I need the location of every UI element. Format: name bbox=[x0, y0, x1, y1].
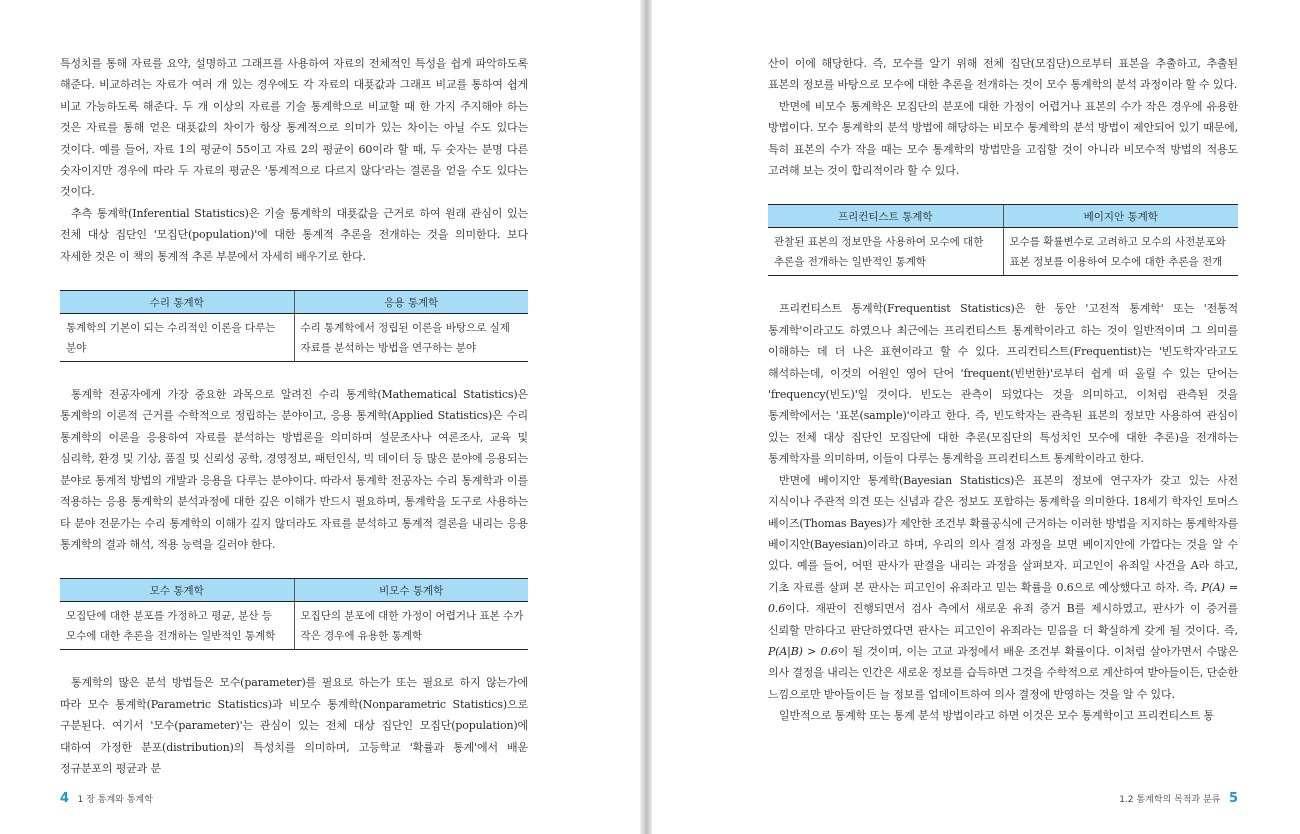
paragraph: 특성치를 통해 자료를 요약, 설명하고 그래프를 사용하여 자료의 전체적인 특성을 쉽게 파악하도록 해준다. 비교하려는 자료가 여러 개 있는 경우에도 각 자료의 대푯값과 그래프 비교를 통하여 쉽게 비교 가능하도록 해준다. 두 개 이상의 자료를 기술 통계학으로 비교할 때 한 가지 주지해야 하는 것은 자료를 통해 얻은 대푯값의 차이가 항상 통계적으로 의미가 있는 차이는 아닐 수도 있다는 것이다. 예를 들어, 자료 1의 평균이 55이고 자료 2의 평균이 60이라 할 때, 두 숫자는 분명 다른 숫자이지만 경우에 따라 두 자료의 평균은 '통계적으로 다르지 않다'라는 결론을 얻을 수도 있다는 것이다. bbox=[60, 57, 528, 199]
right-page bbox=[652, 0, 1300, 834]
paragraph: 산이 이에 해당한다. 즉, 모수를 알기 위해 전체 집단(모집단)으로부터 표본을 추출하고, 추출된 표본의 정보를 바탕으로 모수에 대한 추론을 전개하는 것이 모수 통계학의 분석 과정이라 할 수 있다. bbox=[768, 57, 1238, 92]
paragraph: 프리컨티스트 통계학(Frequentist Statistics)은 한 동안 '고전적 통계학' 또는 '전통적 통계학'이라고도 하였으나 최근에는 프리컨티스트 통계학이라고 하는 것이 일반적이며 그 의미를 이해하는 데 더 나은 표현이라고 할 수 있다. 프리컨티스트(Frequentist)는 '빈도학자'라고도 해석하는데, 이것의 어원인 영어 단어 'frequent(빈번한)'로부터 쉽게 떠 올릴 수 있는 단어는 'frequency(빈도)'일 것이다. 빈도는 관측이 되었다는 것을 의미하고, 이처럼 관측된 것을 통계학에서는 '표본(sample)'이라고 한다. 즉, 빈도학자는 관측된 표본의 정보만 사용하여 관심이 있는 전체 대상 집단인 모집단에 대한 추론(모집단의 특성치인 모수에 대한 추론)을 전개하는 통계학자를 의미하며, 이들이 다루는 통계학을 프리컨티스트 통계학이라고 한다. bbox=[768, 302, 1238, 466]
paragraph: 일반적으로 통계학 또는 통계 분석 방법이라고 하면 이것은 모수 통계학이고 프리컨티스트 통 bbox=[779, 709, 1214, 723]
table-header: 모수 통계학 bbox=[60, 579, 294, 602]
table-cell: 통계학의 기본이 되는 수리적인 이론을 다루는 분야 bbox=[60, 314, 294, 362]
table-header: 베이지안 통계학 bbox=[1003, 205, 1238, 228]
math-expression: P(A|B) > 0.6 bbox=[768, 644, 838, 658]
table-cell: 모집단에 대한 분포를 가정하고 평균, 분산 등 모수에 대한 추론을 전개하는 일반적인 통계학 bbox=[60, 602, 294, 650]
page-number: 5 bbox=[1228, 791, 1238, 806]
paragraph: 반면에 비모수 통계학은 모집단의 분포에 대한 가정이 어렵거나 표본의 수가 작은 경우에 유용한 방법이다. 모수 통계학의 분석 방법에 해당하는 비모수 통계학의 분석 방법이 제안되어 있기 때문에, 특히 표본의 수가 작을 때는 모수 통계학의 방법만을 고집할 것이 아니라 비모수적 방법의 적용도 고려해 보는 것이 합리적이라 할 수 있다. bbox=[768, 99, 1238, 178]
section-label: 1.2 통계학의 목적과 분류 bbox=[1119, 795, 1221, 805]
paragraph-bayesian bbox=[768, 470, 1238, 705]
table-cell: 모집단의 분포에 대한 가정이 어렵거나 표본 수가 작은 경우에 유용한 통계학 bbox=[294, 602, 528, 650]
table-header: 프리컨티스트 통계학 bbox=[768, 205, 1003, 228]
comparison-table-math-applied bbox=[60, 290, 528, 362]
table-cell: 관찰된 표본의 정보만을 사용하여 모수에 대한 추론을 전개하는 일반적인 통계학 bbox=[768, 228, 1003, 276]
left-text-column bbox=[60, 53, 528, 779]
right-text-column bbox=[768, 53, 1238, 727]
text-run: 반면에 베이지안 통계학(Bayesian Statistics)은 표본의 정보에 연구자가 갖고 있는 사전 지식이나 주관적 의견 또는 신념과 같은 정보도 포함하는 통계학을 의미한다. 18세기 학자인 토머스 베이즈(Thomas Bayes)가 제안한 조건부 확률공식에 근거하는 이러한 방법을 지지하는 통계학자를 베이지안(Bayesian)이라고 하며, 우리의 의사 결정 과정을 보면 베이지안에 가깝다는 것을 알 수 있다. 예를 들어, 어떤 판사가 판결을 내리는 과정을 살펴보자. 피고인이 유죄일 사건을 A라 하고, 기초 자료를 살펴 본 판사는 피고인이 유죄라고 믿는 확률을 0.6으로 예상했다고 하자. 즉, bbox=[768, 473, 1238, 594]
text-run: 이다. 재판이 진행되면서 검사 측에서 새로운 유죄 증거 B를 제시하였고, 판사가 이 증거를 신뢰할 만하다고 판단하였다면 판사는 피고인이 유죄라는 믿음을 더 확실하게 갖게 될 것이다. 즉, bbox=[768, 602, 1238, 637]
table-cell: 모수를 확률변수로 고려하고 모수의 사전분포와 표본 정보를 이용하여 모수에 대한 추론을 전개 bbox=[1003, 228, 1238, 276]
page-number: 4 bbox=[60, 791, 70, 806]
page-footer-right bbox=[1119, 791, 1238, 806]
table-cell: 수리 통계학에서 정립된 이론을 바탕으로 실제 자료를 분석하는 방법을 연구하는 분야 bbox=[294, 314, 528, 362]
table-header: 응용 통계학 bbox=[294, 291, 528, 314]
book-gutter bbox=[640, 0, 652, 834]
paragraph: 통계학 전공자에게 가장 중요한 과목으로 알려진 수리 통계학(Mathematical Statistics)은 통계학의 이론적 근거를 수학적으로 정립하는 분야이고, 응용 통계학(Applied Statistics)은 수리 통계학의 이론을 응용하여 자료를 분석하는 방법론을 의미하며 설문조사나 여론조사, 교육 및 심리학, 환경 및 기상, 품질 및 신뢰성 공학, 경영정보, 패턴인식, 빅 데이터 등 많은 분야에 응용되는 분야로 통계적 방법의 개발과 응용을 다루는 분야이다. 따라서 통계학 전공자는 수리 통계학과 이를 적용하는 응용 통계학의 분석과정에 대한 깊은 이해가 반드시 필요하며, 통계학을 도구로 사용하는 타 분야 전문가는 수리 통계학의 이해가 깊지 않더라도 자료를 분석하고 통계적 결론을 내리는 응용 통계학의 결과 해석, 적용 능력을 길러야 한다. bbox=[60, 388, 528, 551]
paragraph: 통계학의 많은 분석 방법들은 모수(parameter)를 필요로 하는가 또는 필요로 하지 않는가에 따라 모수 통계학(Parametric Statistics)과 비모수 통계학(Nonparametric Statistics)으로 구분된다. 여기서 '모수(parameter)'는 관심이 있는 전체 대상 집단인 모집단(population)에 대하여 가정한 분포(distribution)의 특성치를 의미하며, 고등학교 '확률과 통계'에서 배운 정규분포의 평균과 분 bbox=[60, 676, 528, 775]
page-footer-left bbox=[60, 791, 153, 806]
chapter-label: 1 장 통계와 통계학 bbox=[77, 795, 153, 805]
comparison-table-frequentist-bayesian bbox=[768, 204, 1238, 276]
text-run: 이 될 것이며, 이는 고교 과정에서 배운 조건부 확률이다. 이처럼 살아가면서 수많은 의사 결정을 내리는 인간은 새로운 정보를 습득하면 그것을 수학적으로 계산하여 받아들이든, 단순한 느낌으로만 받아들이든 늘 정보를 업데이트하여 의사 결정에 반영하는 것을 알 수 있다. bbox=[768, 644, 1238, 701]
math-expression: P(A) = 0.6 bbox=[768, 580, 1238, 616]
comparison-table-parametric bbox=[60, 578, 528, 650]
table-header: 수리 통계학 bbox=[60, 291, 294, 314]
table-header: 비모수 통계학 bbox=[294, 579, 528, 602]
left-page bbox=[0, 0, 640, 834]
paragraph: 추측 통계학(Inferential Statistics)은 기술 통계학의 대푯값을 근거로 하여 원래 관심이 있는 전체 대상 집단인 '모집단(population)'에 대한 통계적 추론을 전개하는 것을 의미한다. 보다 자세한 것은 이 책의 통계적 추론 부분에서 자세히 배우기로 한다. bbox=[60, 206, 528, 263]
